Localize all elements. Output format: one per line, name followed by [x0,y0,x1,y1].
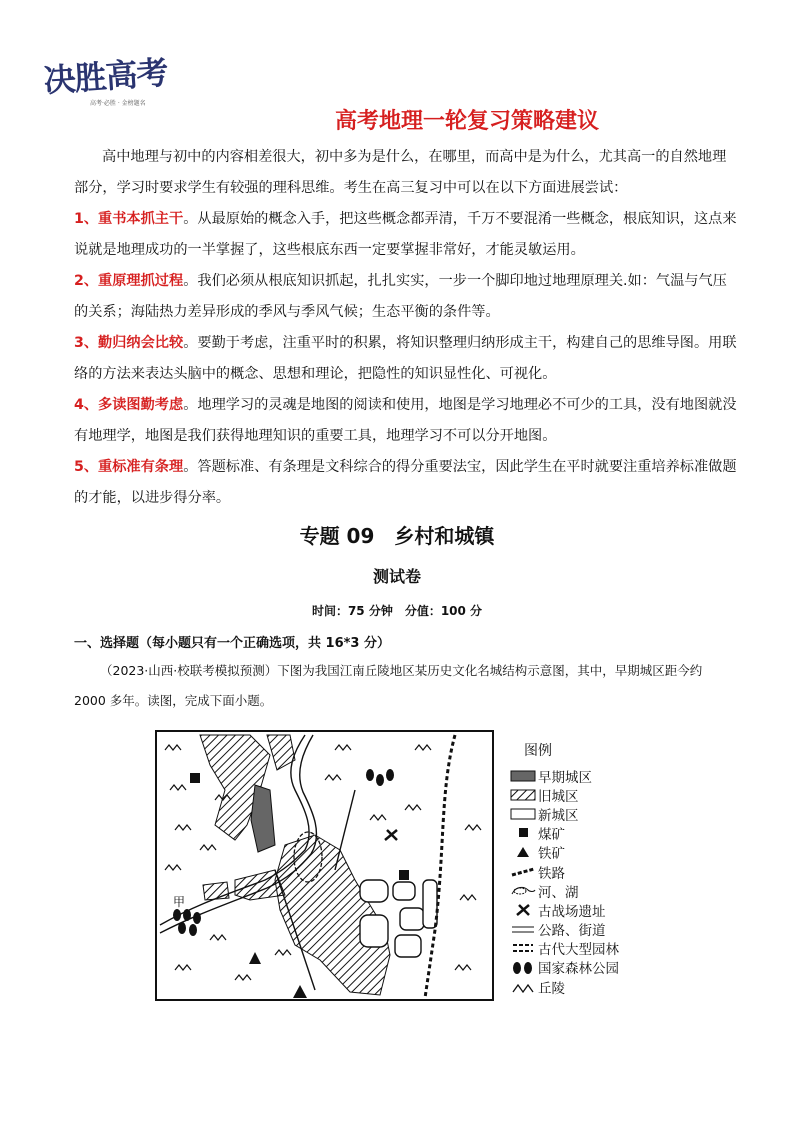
tip-2-head: 2、重原理抓过程 [74,273,184,289]
legend-item [508,804,668,823]
coal-mine-icon [399,870,409,880]
tip-4-body: 。地理学习的灵魂是地图的阅读和使用，地图是学习地理必不可少的工具，没有地图就没有地理学，地图是我们获得地理知识的重要工具，地理学习不可以分开地图。 [74,397,737,444]
legend-item [508,900,668,919]
map-legend [508,740,668,996]
tip-1-head: 1、重书本抓主干 [74,211,184,227]
tip-3-body: 。要勤于考虑，注重平时的积累，将知识整理归纳形成主干，构建自己的思维导图。用联络的方法来表达头脑中的概念、思想和理论，把隐性的知识显性化、可视化。 [74,335,737,382]
legend-label: 煤矿 [538,827,565,844]
legend-item [508,958,668,977]
ancient-garden-icon [510,942,536,954]
legend-item [508,824,668,843]
tip-4-head: 4、多读图勤考虑 [74,397,184,413]
river-lake-icon [510,884,536,898]
logo-subtext: 高考·必胜 · 金榜题名 [90,100,146,107]
legend-item [508,977,668,996]
hill-icon [510,981,536,993]
iron-mine-icon [510,846,536,858]
legend-label: 旧城区 [538,788,579,805]
legend-item [508,843,668,862]
topic-heading: 专题 09 乡村和城镇 [299,524,495,548]
tip-2 [74,266,738,328]
city-structure-map [155,730,495,1002]
tip-5 [74,452,738,514]
old-city-icon [510,789,536,801]
forest-park-icon [510,960,536,974]
legend-item [508,939,668,958]
legend-label: 铁路 [538,865,565,882]
legend-label: 丘陵 [538,980,565,997]
railway-icon [510,866,536,878]
road-icon [510,923,536,935]
tip-1-body: 。从最原始的概念入手，把这些概念都弄清，千万不要混淆一些概念，根底知识，这点来说就是地理成功的一半掌握了，这些根底东西一定要掌握非常好，才能灵敏运用。 [74,211,737,258]
tip-5-head: 5、重标准有条理 [74,459,184,475]
coal-mine-icon [190,773,200,783]
legend-label: 铁矿 [538,846,565,863]
page-title: 高考地理一轮复习策略建议 [334,109,599,134]
section-heading: 一、选择题（每小题只有一个正确选项，共 16*3 分） [74,636,390,651]
exam-meta: 时间：75 分钟 分值：100 分 [311,604,483,618]
legend-item [508,881,668,900]
tip-4 [74,390,738,452]
tip-3-head: 3、勤归纳会比较 [74,335,184,351]
legend-title: 图例 [524,743,552,759]
logo-text: 决胜高考 [42,53,169,100]
tip-3 [74,328,738,390]
coal-mine-icon [510,827,536,839]
question-text: （2023·山西·校联考模拟预测）下图为我国江南丘陵地区某历史文化名城结构示意图，其中，早期城区距今约 2000 多年。读图，完成下面小题。 [74,663,703,708]
new-city-icon [510,808,536,820]
legend-item [508,920,668,939]
tip-1 [74,204,738,266]
legend-item [508,862,668,881]
legend-label: 国家森林公园 [538,961,619,978]
intro-paragraph: 高中地理与初中的内容相差很大，初中多为是什么，在哪里，而高中是为什么，尤其高一的自然地理部分，学习时要求学生有较强的理科思维。考生在高三复习中可以在以下方面进展尝试： [74,149,727,196]
tip-5-body: 。答题标准、有条理是文科综合的得分重要法宝，因此学生在平时就要注重培养标准做题的才能，以进步得分率。 [74,459,737,506]
subtitle: 测试卷 [372,567,421,586]
legend-label: 公路、街道 [538,923,606,940]
legend-label: 早期城区 [538,769,592,786]
map-label-jia: 甲 [173,895,186,909]
early-city-icon [510,770,536,782]
legend-item [508,766,668,785]
legend-item [508,785,668,804]
legend-label: 新城区 [538,807,579,824]
tip-2-body: 。我们必须从根底知识抓起，扎扎实实，一步一个脚印地过地理原理关.如：气温与气压的关系；海陆热力差异形成的季风与季风气候；生态平衡的条件等。 [74,273,727,320]
battlefield-icon [510,903,536,917]
legend-label: 古代大型园林 [538,942,619,959]
legend-label: 河、湖 [538,884,579,901]
legend-label: 古战场遗址 [538,903,606,920]
